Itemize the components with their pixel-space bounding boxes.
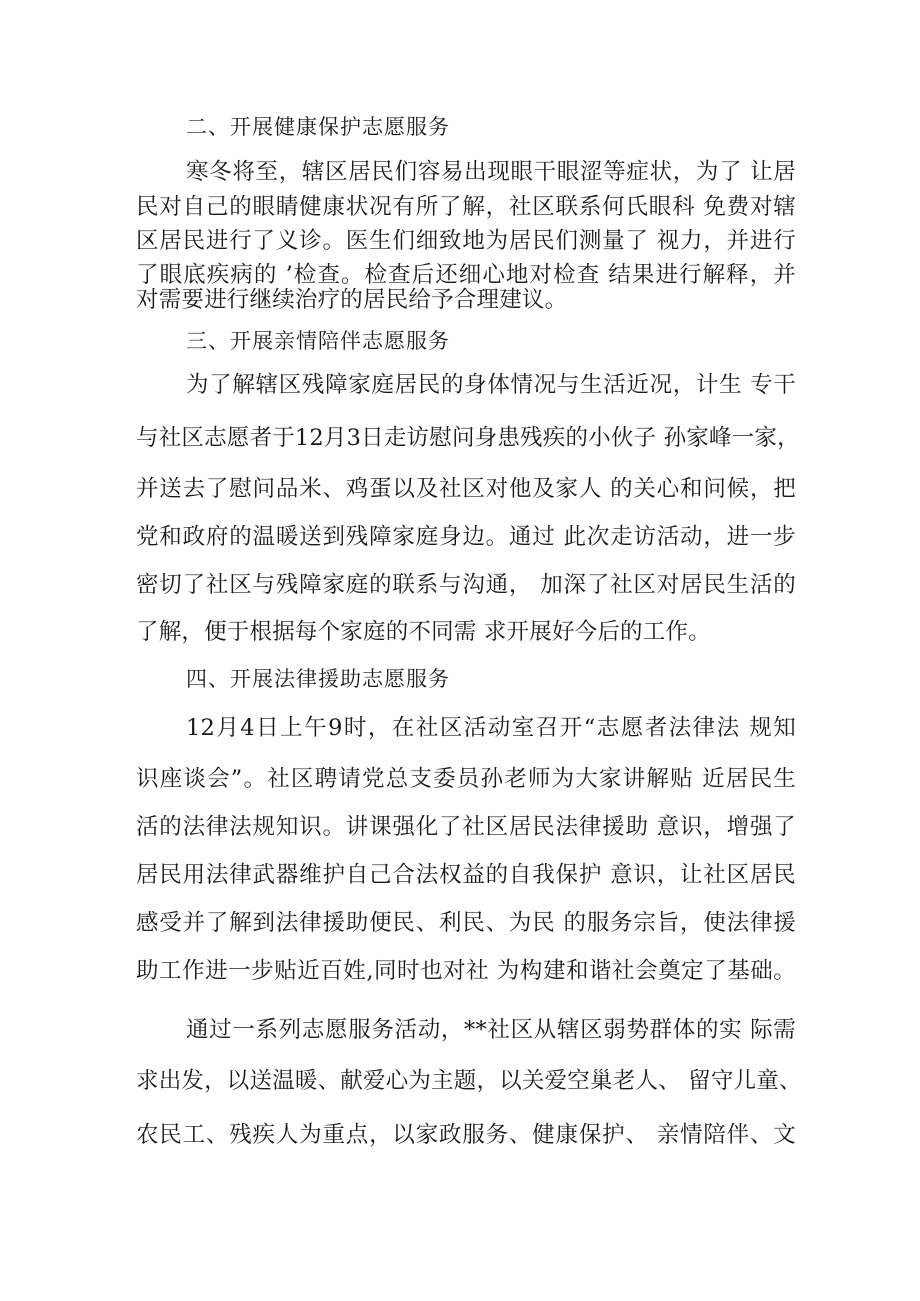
paragraph-line: 与社区志愿者于12月3日走访慰问身患残疾的小伙子 孙家峰一家， bbox=[136, 425, 800, 451]
paragraph-line: 通过一系列志愿服务活动，**社区从辖区弱势群体的实 际需 bbox=[186, 1017, 796, 1043]
paragraph-line: 活的法律法规知识。讲课强化了社区居民法律援助 意识，增强了 bbox=[136, 814, 796, 840]
paragraph-line: 农民工、残疾人为重点，以家政服务、健康保护、 亲情陪伴、文 bbox=[136, 1122, 796, 1148]
paragraph-line: 党和政府的温暖送到残障家庭身边。通过 此次走访活动，进一步 bbox=[136, 524, 796, 550]
paragraph-line: 了眼底疾病的 ’检查。检查后还细心地对检查 结果进行解释，并 bbox=[136, 262, 796, 288]
paragraph-line: 区居民进行了义诊。医生们细致地为居民们测量了 视力，并进行 bbox=[136, 228, 796, 254]
paragraph-line: 密切了社区与残障家庭的联系与沟通， 加深了社区对居民生活的 bbox=[136, 572, 796, 598]
paragraph-line: 为了解辖区残障家庭居民的身体情况与生活近况，计生 专干 bbox=[186, 372, 796, 398]
paragraph-line: 助工作进一步贴近百姓,同时也对社 为构建和谐社会奠定了基础。 bbox=[136, 958, 796, 984]
paragraph-line: 了解，便于根据每个家庭的不同需 求开展好今后的工作。 bbox=[136, 619, 711, 645]
paragraph-line: 并送去了慰问品米、鸡蛋以及社区对他及家人 的关心和问候，把 bbox=[136, 476, 796, 502]
paragraph-line: 感受并了解到法律援助便民、利民、为民 的服务宗旨，使法律援 bbox=[136, 910, 796, 936]
paragraph-line: 识座谈会”。社区聘请党总支委员孙老师为大家讲解贴 近居民生 bbox=[136, 766, 796, 792]
section-heading: 二、开展健康保护志愿服务 bbox=[186, 115, 450, 139]
section-heading: 三、开展亲情陪伴志愿服务 bbox=[186, 329, 450, 353]
paragraph-line: 居民用法律武器维护自己合法权益的自我保护 意识，让社区居民 bbox=[136, 862, 796, 888]
paragraph-line: 寒冬将至，辖区居民们容易出现眼干眼涩等症状，为了 让居 bbox=[186, 159, 796, 185]
section-heading: 四、开展法律援助志愿服务 bbox=[186, 667, 450, 691]
paragraph-line: 对需要进行继续治疗的居民给予合理建议。 bbox=[136, 287, 568, 313]
paragraph-line: 求出发，以送温暖、献爱心为主题，以关爱空巢老人、 留守儿童、 bbox=[136, 1068, 802, 1094]
paragraph-line: 民对自己的眼睛健康状况有所了解，社区联系何氏眼科 免费对辖 bbox=[136, 194, 796, 220]
paragraph-line: 12月4日上午9时，在社区活动室召开“志愿者法律法 规知 bbox=[186, 715, 796, 741]
